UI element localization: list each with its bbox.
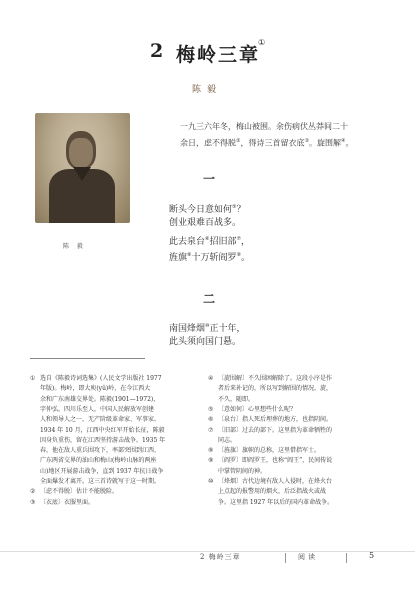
preface-text: 。旋围解 [308, 138, 341, 148]
note-marker[interactable]: ⑤ [232, 204, 237, 210]
author-portrait [35, 113, 130, 223]
footnote-line: ③ 〔衣底〕衣服里面。 [30, 498, 95, 506]
footnote-line: 不久，随即。 [218, 395, 255, 403]
poem-text: 旌旗 [169, 253, 188, 263]
footnote-line: 人和领导人之一，无产阶级革命家、军事家。 [40, 416, 161, 424]
footer-separator [285, 553, 286, 563]
section-heading-one: 一 [203, 172, 216, 186]
preface-text: 余日，虑不得脱 [180, 138, 236, 148]
poem-text: ， [241, 237, 251, 247]
poem-text: ？ [236, 205, 246, 215]
preface-text: 。 [345, 138, 354, 148]
note-marker[interactable]: ⑩ [205, 323, 210, 329]
footnote-line: ⑩ 〔烽烟〕古代边境有敌人入侵时，在烽火台 [208, 478, 333, 485]
footnote-divider [30, 358, 145, 359]
footnote-line: 年版)。梅岭，即大庾(yǔ)岭，在今江西大 [40, 385, 151, 393]
note-marker[interactable]: ⑥ [205, 236, 210, 242]
footnote-line: ⑥ 〔泉台〕指人死后埋葬的地方，也指阴间。 [208, 416, 333, 424]
poem-text: 此去泉台 [169, 237, 206, 247]
footnote-line: 全面爆发才离开。这三首诗就写于这一时期。 [40, 478, 161, 485]
preface-line-2 [180, 134, 385, 151]
poem-text: 十万斩阎罗 [191, 253, 237, 263]
section-heading-two: 二 [203, 292, 216, 306]
footnote-line: 春，他在敌人重兵围攻下，率部突围到江西、 [40, 447, 161, 455]
footnote-line: 上点起的报警用的烟火，后泛指战火或战 [218, 488, 327, 496]
footnote-line: 同志。 [218, 436, 237, 444]
poem-line: 此头须向国门悬。 [169, 337, 242, 347]
footnote-line: ⑧ 〔旌旗〕旗帜的总称，这里借指军士。 [208, 447, 321, 455]
footnote-line: ⑤ 〔意如何〕心里想些什么呢？ [208, 405, 297, 413]
poem-line [169, 247, 250, 266]
note-marker[interactable]: ⑨ [236, 252, 241, 258]
lesson-number: 2 [150, 40, 165, 62]
lesson-title: 梅岭三章 [176, 44, 261, 66]
footer-category: 阅读 [298, 553, 318, 561]
footnote-line: 中掌管阴间的神。 [218, 467, 267, 475]
footnote-line: 余和广东南雄交界处。陈毅(1901—1972)， [40, 395, 160, 403]
footnote-line: ⑦ 〔旧部〕过去的部下。这里指为革命牺牲的 [208, 426, 333, 434]
footnote-line: ⑨ 〔阎罗〕即阎罗王，也称“阎王”，民间传说 [208, 457, 333, 465]
poem-text: 招旧部 [209, 237, 237, 247]
note-marker[interactable]: ② [236, 138, 241, 144]
title-note-marker[interactable]: ① [258, 38, 266, 47]
footnote-line: ② 〔虑不得脱〕估计不能脱险。 [30, 488, 119, 496]
footnote-line: 山)地区开展游击战争，直到 1937 年抗日战争 [40, 467, 164, 475]
portrait-caption: 陈 毅 [63, 243, 86, 250]
footnote-line: ① 选自《陈毅诗词选集》(人民文学出版社 1977 [30, 375, 162, 382]
preface-line-1: 一九三六年冬，梅山被围。余伤病伏丛莽间二十 [180, 122, 348, 131]
footnote-line: 者后来补记的，所以写到解围的情况。旋， [218, 385, 333, 393]
note-marker[interactable]: ⑧ [187, 252, 192, 258]
footnote-line: 因身负重伤，留在江西坚持游击战争。1935 年 [40, 436, 166, 444]
poem-text: 断头今日意如何 [169, 205, 233, 215]
note-marker[interactable]: ③ [304, 138, 309, 144]
footnote-line: 广东两省交界的油山和梅山(梅岭山脉的两座 [40, 457, 157, 465]
footnote-line: 字仲弘，四川乐至人，中国人民解放军创建 [40, 405, 155, 413]
preface-text: ，得诗三首留衣底 [240, 138, 305, 148]
footnote-line: 1934 年 10 月，江西中央红军开始长征，陈毅 [40, 426, 165, 434]
note-marker[interactable]: ⑦ [236, 236, 241, 242]
author-name: 陈毅 [192, 85, 223, 95]
page-number: 5 [369, 551, 375, 560]
poem-line: 创业艰难百战多。 [169, 218, 242, 228]
poem-text: 正十年， [209, 324, 246, 334]
footnote-line: 争。这里指 1927 年以后的国内革命战争。 [218, 498, 334, 506]
poem-text: 。 [241, 253, 251, 263]
poem-text: 南国烽烟 [169, 324, 206, 334]
footer-lesson-title: 2 梅岭三章 [200, 553, 241, 561]
footnote-line: ④ 〔旋围解〕不久围困解除了。这段小序是作 [208, 375, 333, 382]
note-marker[interactable]: ④ [340, 138, 346, 144]
footer-separator [346, 553, 347, 563]
